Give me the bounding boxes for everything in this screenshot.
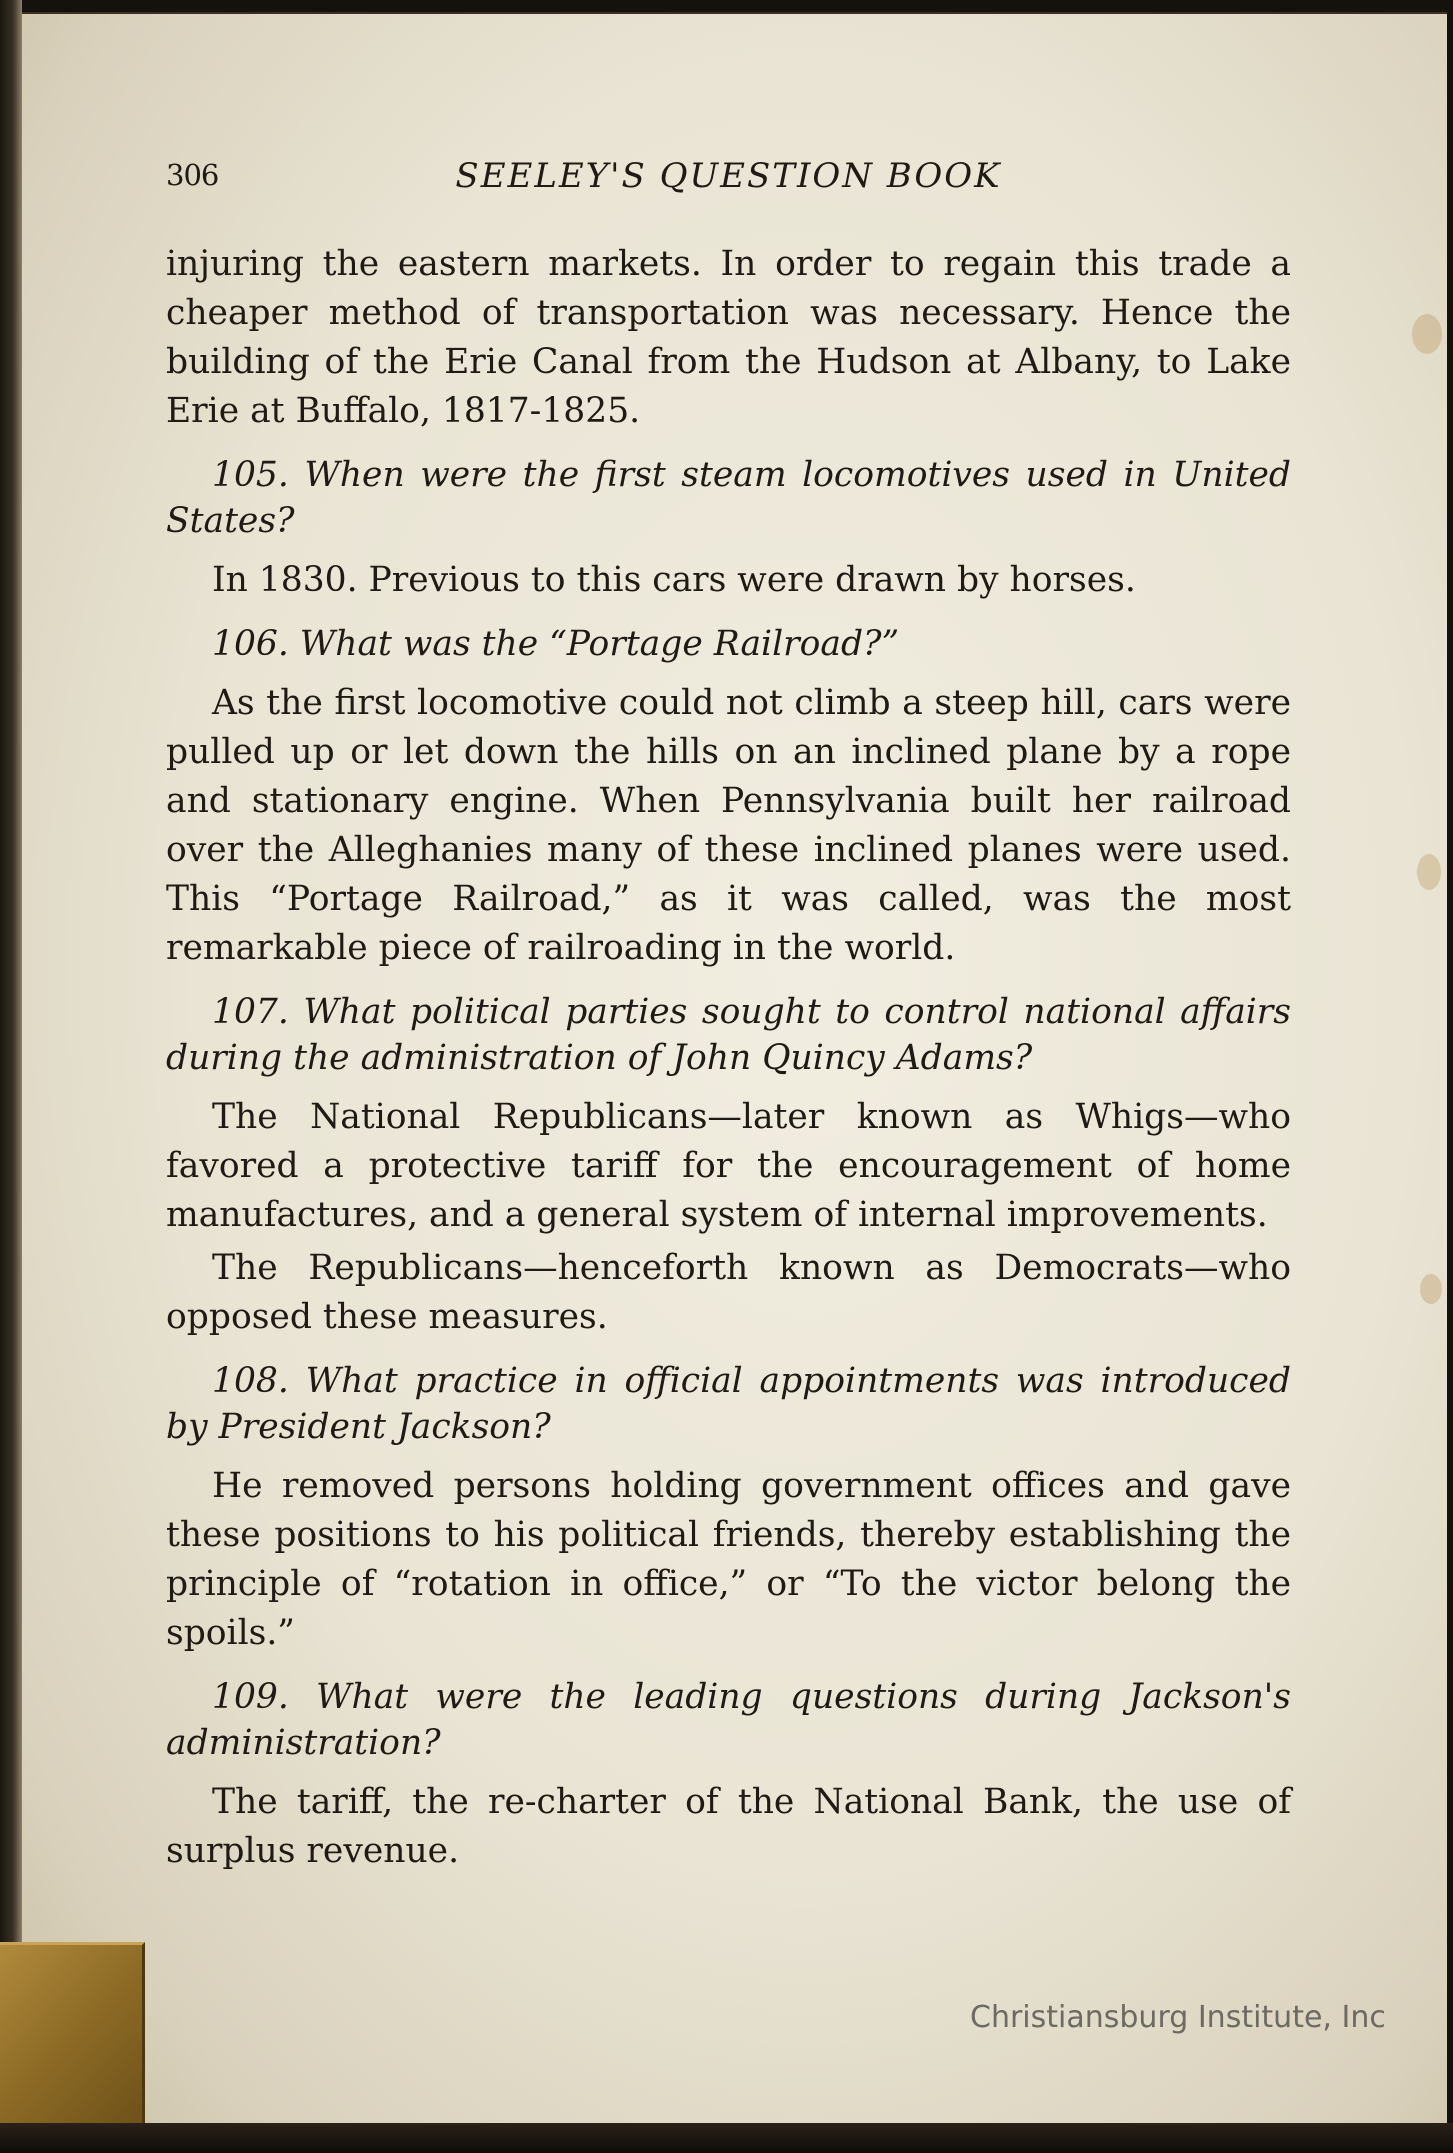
page-edge-left xyxy=(0,0,22,2153)
paper-stain xyxy=(1412,314,1442,354)
answer-107-part-1: The National Republicans—later known as Whigs—who favored a protective tariff for the encouragement of home manufactures, and a general system of internal improvements. xyxy=(166,1097,1291,1235)
question-107: 107. What political parties sought to control national affairs during the administration of John Quincy Adams? xyxy=(166,992,1291,1078)
paper-stain xyxy=(1417,854,1441,890)
question-106: 106. What was the “Portage Railroad?” xyxy=(212,624,900,664)
answer-109: The tariff, the re-charter of the National Bank, the use of surplus revenue. xyxy=(166,1782,1291,1871)
page-edge-bottom xyxy=(0,2123,1453,2153)
question-109: 109. What were the leading questions during Jackson's administration? xyxy=(166,1677,1291,1763)
answer-106: As the first locomotive could not climb a steep hill, cars were pulled up or let down the hills on an inclined plane by a rope and stationary engine. When Pennsylvania built her railroad over the Alleghanies many of these inclined planes were used. This “Portage Railroad,” as it was called, was the most remarkable piece of railroading in the world. xyxy=(166,683,1291,968)
answer-108: He removed persons holding government offices and gave these positions to his political friends, thereby establishing the principle of “rotation in office,” or “To the victor belong the spoils.” xyxy=(166,1466,1291,1653)
continuation-paragraph: injuring the eastern markets. In order to regain this trade a cheaper method of transportation was necessary. Hence the building of the Erie Canal from the Hudson at Albany, to Lake Erie at Buffalo, 1817-1825. xyxy=(166,244,1291,431)
answer-105: In 1830. Previous to this cars were drawn by horses. xyxy=(212,560,1136,600)
page-header xyxy=(166,150,1291,200)
watermark: Christiansburg Institute, Inc xyxy=(970,2000,1386,2035)
paper-stain xyxy=(1420,1274,1442,1304)
running-title: SEELEY'S QUESTION BOOK xyxy=(455,156,1002,196)
question-105: 105. When were the first steam locomotives used in United States? xyxy=(166,455,1291,541)
book-tab xyxy=(0,1942,145,2140)
page-number: 306 xyxy=(166,158,219,192)
question-108: 108. What practice in official appointments was introduced by President Jackson? xyxy=(166,1361,1291,1447)
answer-107-part-2: The Republicans—henceforth known as Democrats—who opposed these measures. xyxy=(166,1248,1291,1337)
page-content xyxy=(166,150,1291,1876)
